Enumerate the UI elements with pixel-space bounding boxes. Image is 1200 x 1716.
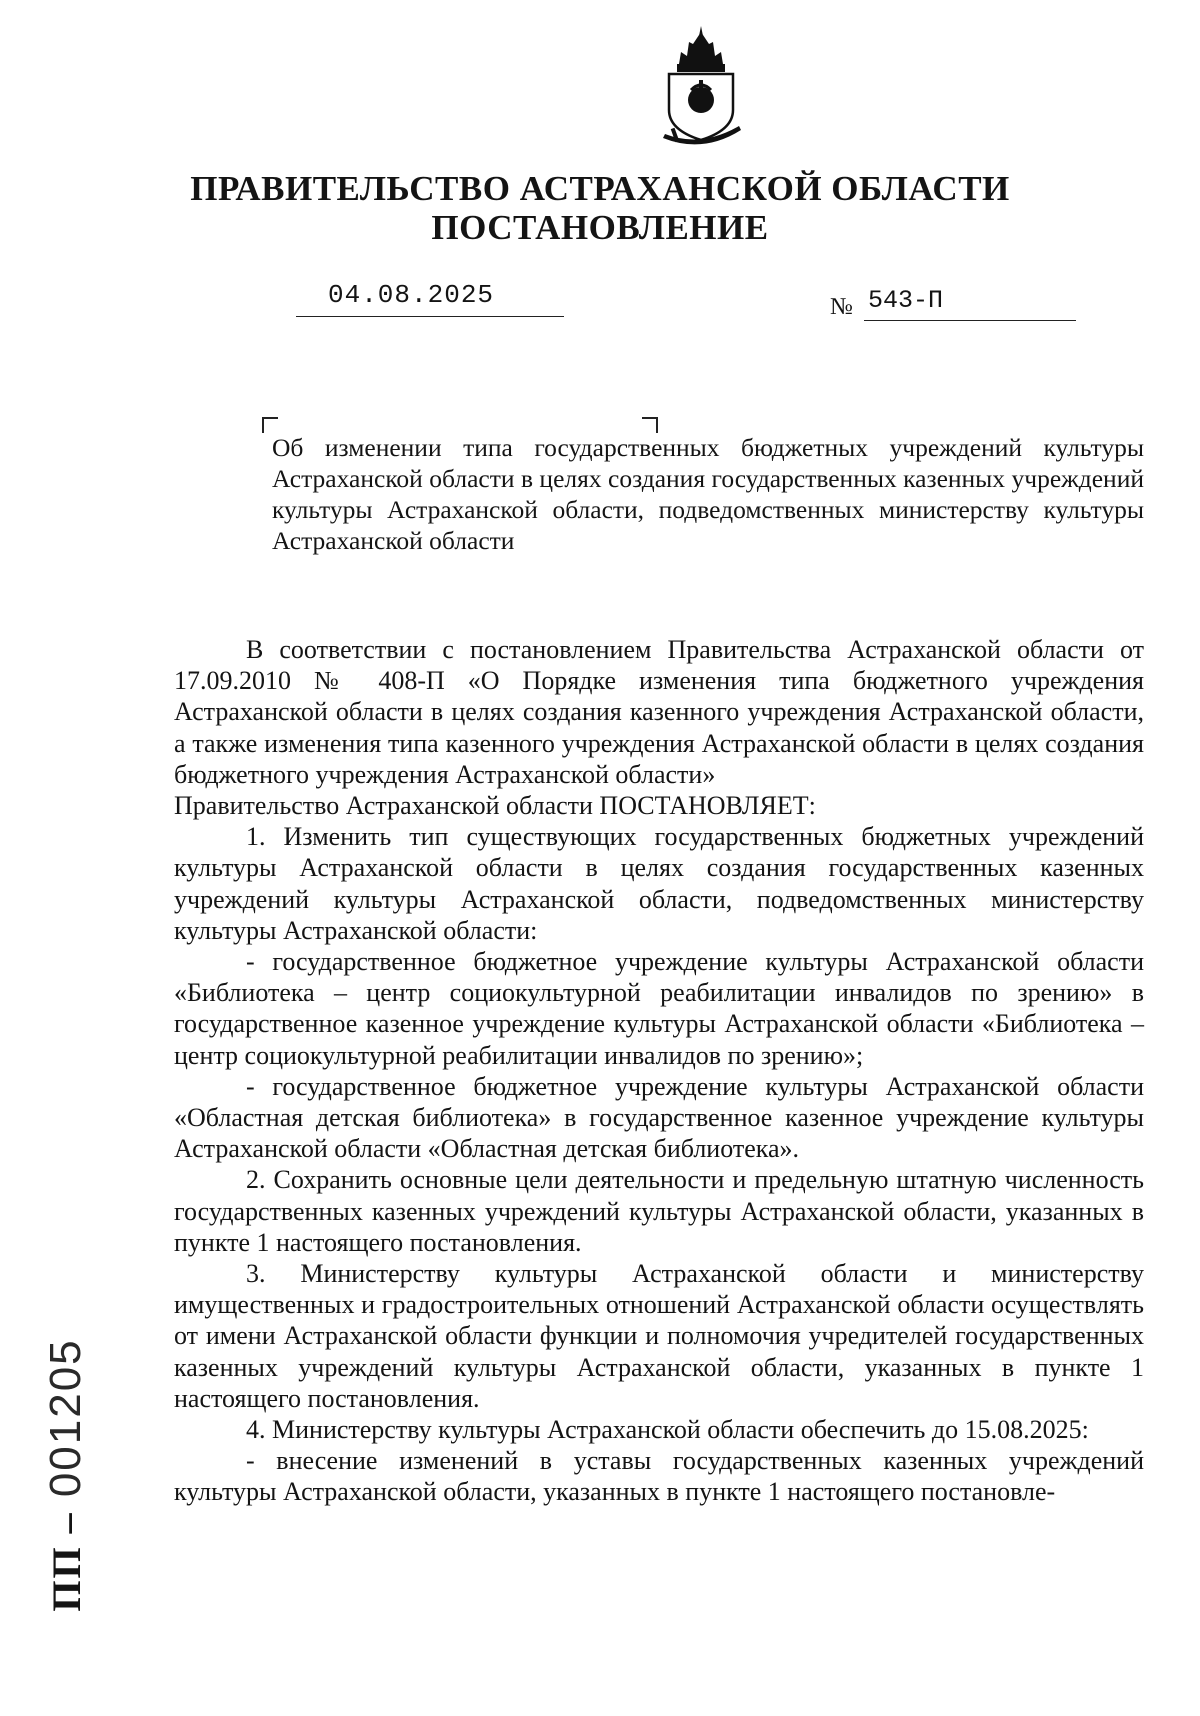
subject-bracket-left	[262, 417, 278, 433]
document-type-title: ПОСТАНОВЛЕНИЕ	[431, 208, 769, 247]
stamp-number: 001205	[41, 1338, 90, 1498]
resolves-paragraph: Правительство Астраханской области ПОСТАНОВЛЯЕТ:	[174, 791, 816, 821]
number-field	[864, 286, 1076, 321]
document-number: 543-П	[868, 286, 944, 315]
item-1-b-paragraph: - государственное бюджетное учреждение культуры Астраханской области «Областная детская библиотека» в государственное казенное учреждение культуры Астраханской области «Областная детская библиотека».	[174, 1071, 1144, 1164]
document-subject: Об изменении типа государственных бюджетных учреждений культуры Астраханской области в целях создания государственных казенных учреждений культуры Астраханской области, подведомственных министерству культуры Астраханской области	[272, 433, 1144, 555]
item-2-paragraph: 2. Сохранить основные цели деятельности и предельную штатную численность государственных казенных учреждений культуры Астраханской области, указанных в пункте 1 настоящего постановления.	[174, 1165, 1144, 1257]
organization-title: ПРАВИТЕЛЬСТВО АСТРАХАНСКОЙ ОБЛАСТИ	[190, 169, 1010, 208]
item-1-a-paragraph: - государственное бюджетное учреждение культуры Астраханской области «Библиотека – центр социокультурной реабилитации инвалидов по зрению» в государственное казенное учреждение культуры Астраханской области «Библиотека – центр социокультурной реабилитации инвалидов по зрению»;	[174, 947, 1144, 1070]
coat-of-arms-icon	[655, 22, 747, 150]
item-1-paragraph: 1. Изменить тип существующих государственных бюджетных учреждений культуры Астраханской области в целях создания государственных казенных учреждений культуры Астраханской области, подведомственных министерству культуры Астраханской области:	[174, 822, 1144, 945]
number-label: №	[830, 294, 853, 320]
stamp-text	[41, 1338, 91, 1611]
item-4-a-paragraph: - внесение изменений в уставы государственных казенных учреждений культуры Астраханской области, указанных в пункте 1 настоящего постановле-	[174, 1446, 1144, 1507]
stamp-prefix: ПП –	[44, 1511, 89, 1612]
registration-stamp	[36, 1338, 96, 1612]
document-body	[174, 634, 1144, 1508]
item-4-paragraph: 4. Министерству культуры Астраханской области обеспечить до 15.08.2025:	[246, 1415, 1089, 1445]
subject-bracket-right	[642, 417, 658, 433]
item-3-paragraph: 3. Министерству культуры Астраханской области и министерству имущественных и градостроительных отношений Астраханской области осуществлять от имени Астраханской области функции и полномочия учредителей государственных казенных учреждений культуры Астраханской области, указанных в пункте 1 настоящего постановления.	[174, 1259, 1144, 1413]
document-date: 04.08.2025	[328, 280, 495, 310]
preamble-paragraph: В соответствии с постановлением Правительства Астраханской области от 17.09.2010 № 408-П «О Порядке изменения типа бюджетного учреждения Астраханской области в целях создания казенного учреждения Астраханской области, а также изменения типа казенного учреждения Астраханской области в целях создания бюджетного учреждения Астраханской области»	[174, 635, 1144, 789]
date-field	[296, 278, 564, 317]
